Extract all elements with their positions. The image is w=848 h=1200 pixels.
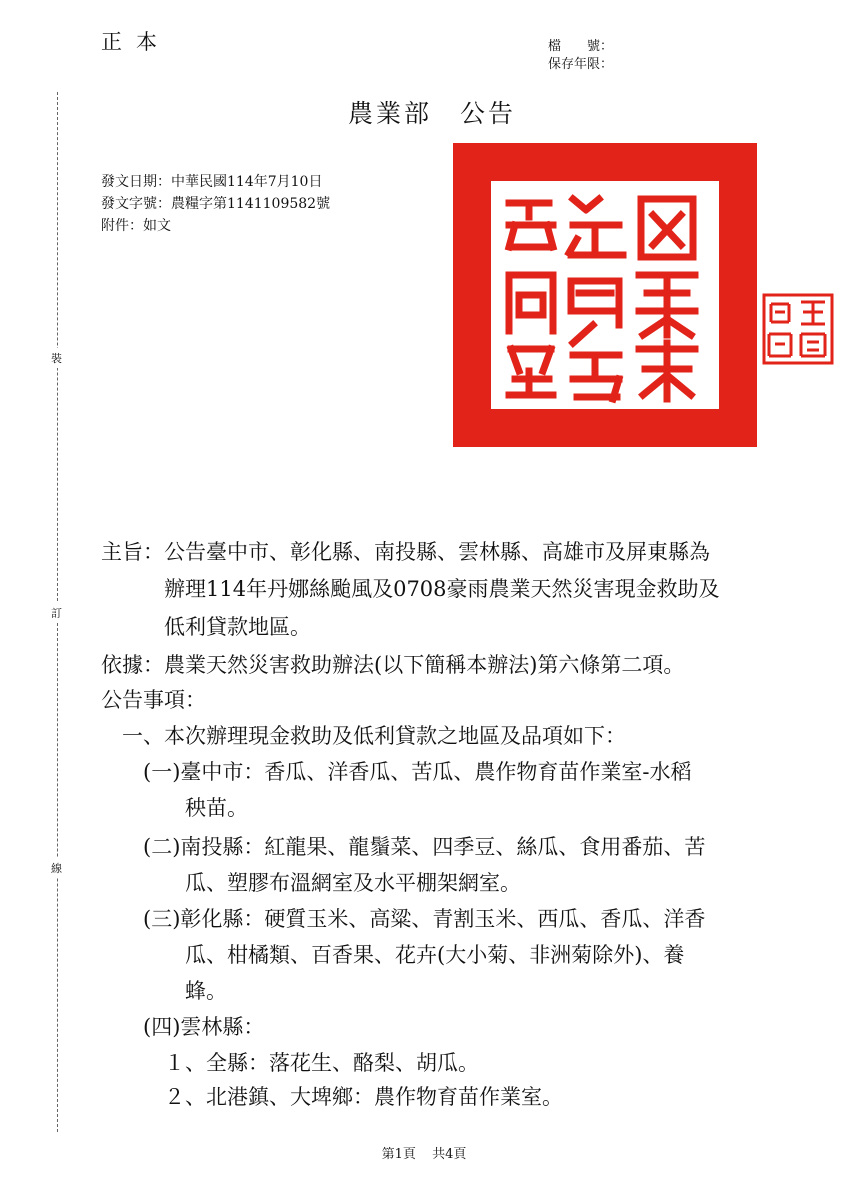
sub-item-1-line-2: 秧苗。	[185, 796, 248, 820]
page-number: 第1頁	[381, 1147, 416, 1162]
document-title: 農業部 公告	[348, 99, 517, 128]
official-seal-small	[761, 292, 835, 366]
attachment: 附件：如文	[101, 218, 171, 234]
sub-item-2-line-2: 瓜、塑膠布溫網室及水平棚架網室。	[185, 871, 521, 895]
binding-mark-xian: 線	[51, 858, 62, 878]
sub-item-4-1: １、全縣：落花生、酪梨、胡瓜。	[164, 1051, 479, 1075]
sub-item-3-line-2: 瓜、柑橘類、百香果、花卉(大小菊、非洲菊除外)、養	[185, 943, 685, 967]
issue-date: 發文日期：中華民國114年7月10日	[101, 174, 323, 190]
copy-label: 正本	[101, 30, 171, 54]
sub-item-4-heading: (四)雲林縣：	[143, 1015, 265, 1039]
item-1: 一、本次辦理現金救助及低利貸款之地區及品項如下：	[122, 724, 626, 748]
document-number: 發文字號：農糧字第1141109582號	[101, 196, 331, 212]
archive-info	[548, 38, 613, 74]
official-seal-main	[453, 143, 757, 447]
sub-item-1-line-1: (一)臺中市：香瓜、洋香瓜、苦瓜、農作物育苗作業室-水稻	[143, 760, 692, 784]
page-total: 共4頁	[432, 1147, 467, 1162]
sub-item-2-line-1: (二)南投縣：紅龍果、龍鬚菜、四季豆、絲瓜、食用番茄、苦	[143, 835, 706, 859]
subject-line-2: 辦理114年丹娜絲颱風及0708豪雨農業天然災害現金救助及	[164, 577, 720, 601]
items-heading: 公告事項：	[101, 688, 206, 712]
binding-mark-zhuang: 裝	[51, 348, 62, 368]
subject-line-1: 主旨：公告臺中市、彰化縣、南投縣、雲林縣、高雄市及屏東縣為	[101, 540, 710, 564]
seal-small-glyphs	[764, 295, 832, 363]
sub-item-3-line-1: (三)彰化縣：硬質玉米、高粱、青割玉米、西瓜、香瓜、洋香	[143, 907, 706, 931]
page-footer	[0, 1143, 848, 1162]
binding-mark-ding: 訂	[51, 603, 62, 623]
sub-item-3-line-3: 蜂。	[185, 979, 227, 1003]
subject-line-3: 低利貸款地區。	[164, 615, 311, 639]
archive-number-label: 檔 號：	[548, 39, 614, 54]
basis-line: 依據：農業天然災害救助辦法(以下簡稱本辦法)第六條第二項。	[101, 653, 685, 677]
retention-period-label: 保存年限：	[548, 57, 614, 72]
document-meta	[101, 171, 330, 237]
sub-item-4-2: ２、北港鎮、大埤鄉：農作物育苗作業室。	[164, 1085, 563, 1109]
